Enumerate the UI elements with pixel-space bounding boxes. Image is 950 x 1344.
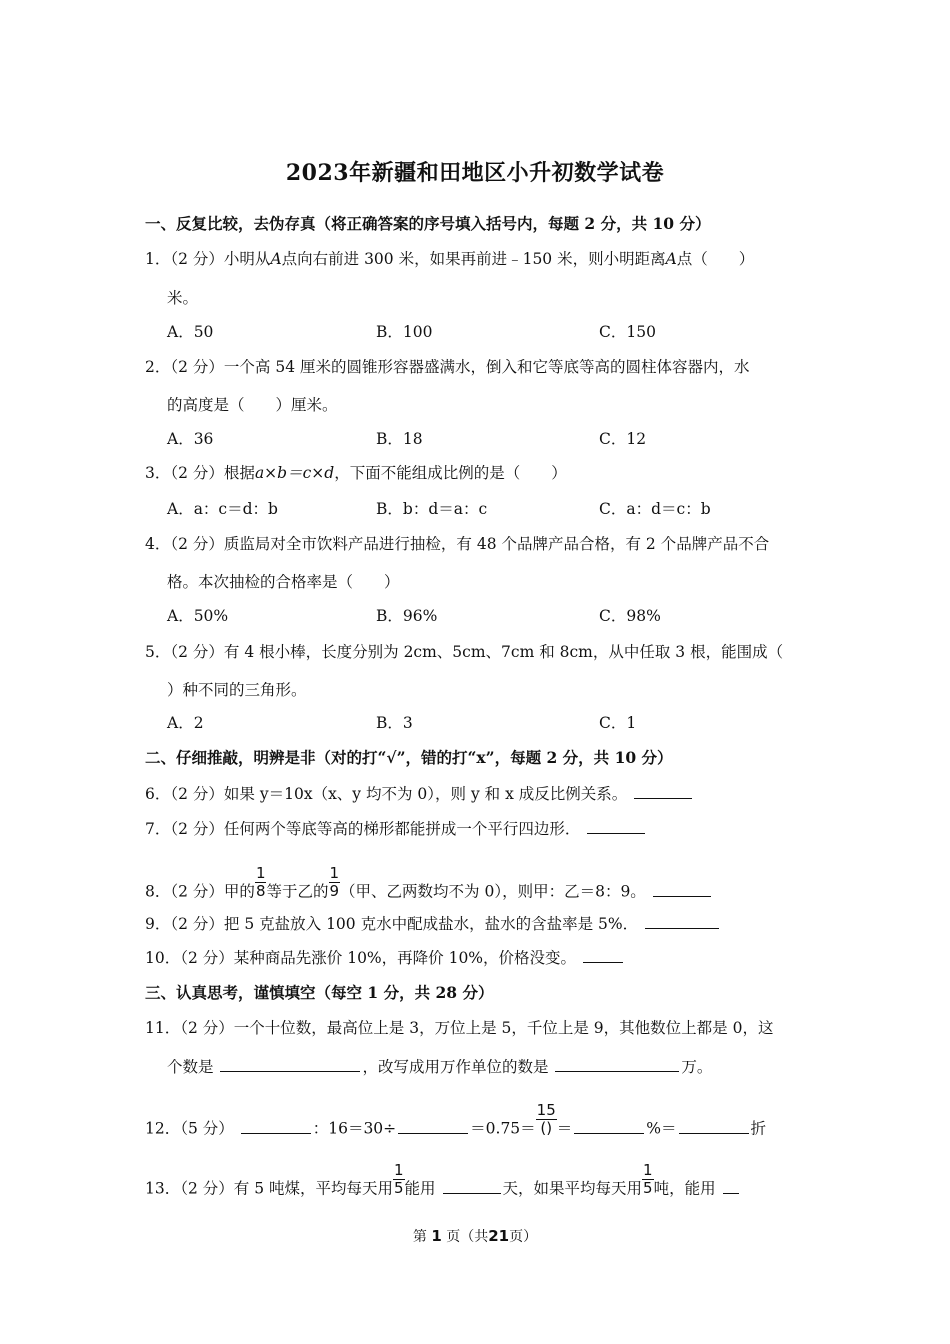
question-4-continued: 格。本次抽检的合格率是（ ） [167,573,400,591]
question-4: 4．（2 分）质监局对全市饮料产品进行抽检，有 48 个品牌产品合格，有 2 个品牌产品不合 [145,535,770,553]
fraction: $\frac{1}{5}$ [643,1161,653,1197]
page-title: 2023年新疆和田地区小升初数学试卷 [285,160,665,186]
answer-blank[interactable] [574,1119,644,1134]
question-1: 1．（2 分）小明从A点向右前进 300 米，如果再前进﹣150 米，则小明距离A点（ ） [145,250,755,268]
option-a[interactable]: A．a：c＝d：b [167,500,278,518]
answer-blank[interactable] [555,1057,679,1072]
question-13: 13．（2 分）有 5 吨煤，平均每天用 $\frac{1}{5}$ 能用 天，如果平均每天用 $\frac{1}{5}$ 吨，能用 [145,1173,741,1206]
answer-blank[interactable] [443,1179,501,1194]
question-5: 5．（2 分）有 4 根小棒，长度分别为 2cm、5cm、7cm 和 8cm，从中任取 3 根，能围成（ [145,643,784,661]
option-c[interactable]: C．12 [599,430,647,448]
question-10: 10．（2 分）某种商品先涨价 10%，再降价 10%，价格没变。 [145,946,625,968]
question-score: （2 分） [170,250,224,268]
question-6: 6．（2 分）如果 y＝10x（x、y 均不为 0），则 y 和 x 成反比例关系。 [145,782,694,804]
option-a[interactable]: A．50% [167,607,229,625]
option-c[interactable]: C．a：d＝c：b [599,500,711,518]
fraction: $\frac{1}{8}$ [255,864,266,900]
section-heading-1: 一、反复比较，去伪存真（将正确答案的序号填入括号内，每题 2 分，共 10 分） [145,214,711,233]
question-8: 8．（2 分）甲的 $\frac{1}{8}$ 等于乙的 $\frac{1}{9}$ （甲、乙两数均不为 0），则甲：乙＝8：9。 [145,876,713,909]
option-c[interactable]: C．150 [599,323,656,341]
question-11: 11．（2 分）一个十位数，最高位上是 3，万位上是 5，千位上是 9，其他数位上都是 0，这 [145,1019,774,1037]
question-1-continued: 米。 [167,289,199,307]
question-2: 2．（2 分）一个高 54 厘米的圆锥形容器盛满水，倒入和它等底等高的圆柱体容器内，水 [145,358,750,376]
page-total: 21 [488,1227,510,1245]
page-footer: 第 1 页（共21页） [412,1227,538,1245]
fraction: $\frac{15}{()}$ [536,1101,556,1137]
section-heading-3: 三、认真思考，谨慎填空（每空 1 分，共 28 分） [145,983,494,1002]
answer-blank[interactable] [645,914,719,929]
option-b[interactable]: B．96% [376,607,438,625]
option-b[interactable]: B．18 [376,430,423,448]
option-a[interactable]: A．50 [167,323,214,341]
option-b[interactable]: B．3 [376,714,413,732]
question-2-continued: 的高度是（ ）厘米。 [167,396,338,414]
question-9: 9．（2 分）把 5 克盐放入 100 克水中配成盐水，盐水的含盐率是 5%． [145,912,721,934]
answer-blank[interactable] [587,819,645,834]
answer-blank[interactable] [583,948,623,963]
option-a[interactable]: A．2 [167,714,204,732]
answer-blank[interactable] [220,1057,360,1072]
answer-blank[interactable] [398,1119,468,1134]
question-7: 7．（2 分）任何两个等底等高的梯形都能拼成一个平行四边形． [145,817,647,839]
answer-blank[interactable] [634,784,692,799]
question-number: 1． [145,250,171,268]
fraction: $\frac{1}{5}$ [394,1161,404,1197]
option-b[interactable]: B．b：d＝a：c [376,500,488,518]
question-5-continued: ）种不同的三角形。 [167,681,307,699]
option-a[interactable]: A．36 [167,430,214,448]
fraction: $\frac{1}{9}$ [329,864,340,900]
answer-blank[interactable] [723,1179,739,1194]
option-b[interactable]: B．100 [376,323,433,341]
section-heading-2: 二、仔细推敲，明辨是非（对的打“√”，错的打“x”，每题 2 分，共 10 分） [145,748,673,767]
question-11-continued: 个数是 ，改写成用万作单位的数是 万。 [167,1058,713,1076]
page-number: 1 [431,1227,442,1245]
answer-blank[interactable] [241,1119,311,1134]
option-c[interactable]: C．98% [599,607,661,625]
answer-blank[interactable] [679,1119,749,1134]
answer-blank[interactable] [653,882,711,897]
question-12: 12．（5 分） ：16＝30÷ ＝0.75＝ $\frac{15}{()}$ ＝ %＝ 折 [145,1101,767,1138]
option-c[interactable]: C．1 [599,714,637,732]
question-3: 3．（2 分）根据a×b＝c×d，下面不能组成比例的是（ ） [145,464,567,482]
